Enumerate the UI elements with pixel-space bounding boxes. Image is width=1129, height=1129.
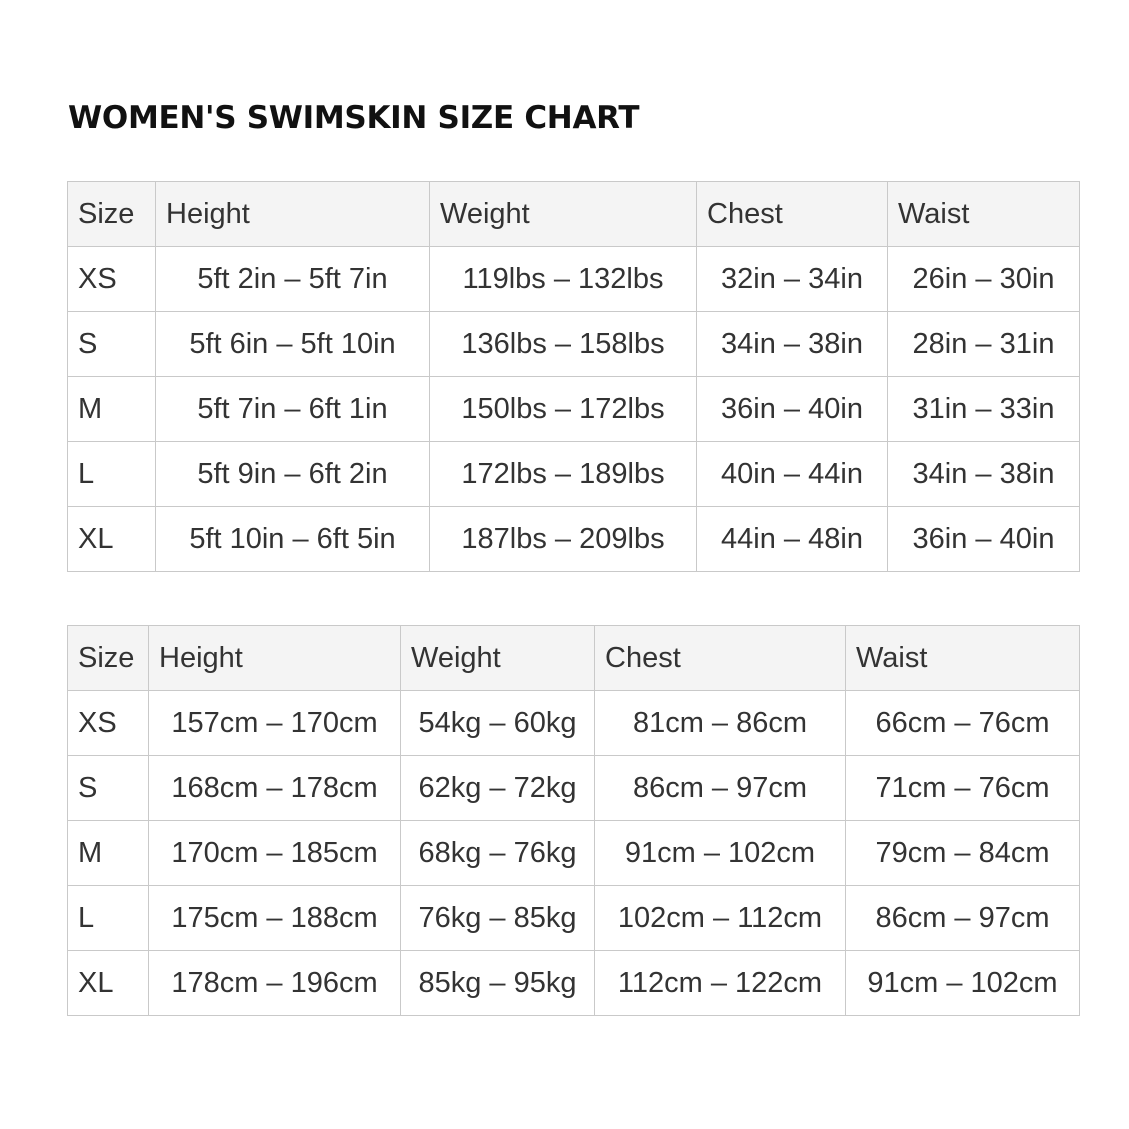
weight-cell: 76kg – 85kg bbox=[401, 886, 595, 951]
chest-cell: 91cm – 102cm bbox=[595, 821, 846, 886]
height-cell: 5ft 2in – 5ft 7in bbox=[156, 247, 430, 312]
table-row bbox=[68, 247, 1080, 312]
height-cell: 175cm – 188cm bbox=[149, 886, 401, 951]
height-cell: 157cm – 170cm bbox=[149, 691, 401, 756]
height-cell: 5ft 7in – 6ft 1in bbox=[156, 377, 430, 442]
table-row bbox=[68, 442, 1080, 507]
chest-cell: 112cm – 122cm bbox=[595, 951, 846, 1016]
header-chest: Chest bbox=[697, 182, 888, 247]
table-row bbox=[68, 951, 1080, 1016]
waist-cell: 28in – 31in bbox=[888, 312, 1080, 377]
weight-cell: 150lbs – 172lbs bbox=[430, 377, 697, 442]
table-header-row bbox=[68, 182, 1080, 247]
size-cell: M bbox=[68, 377, 156, 442]
waist-cell: 36in – 40in bbox=[888, 507, 1080, 572]
size-cell: M bbox=[68, 821, 149, 886]
table-row bbox=[68, 507, 1080, 572]
weight-cell: 119lbs – 132lbs bbox=[430, 247, 697, 312]
chest-cell: 44in – 48in bbox=[697, 507, 888, 572]
header-weight: Weight bbox=[401, 626, 595, 691]
waist-cell: 31in – 33in bbox=[888, 377, 1080, 442]
weight-cell: 187lbs – 209lbs bbox=[430, 507, 697, 572]
weight-cell: 85kg – 95kg bbox=[401, 951, 595, 1016]
height-cell: 5ft 10in – 6ft 5in bbox=[156, 507, 430, 572]
table-row bbox=[68, 821, 1080, 886]
table-row bbox=[68, 312, 1080, 377]
table-row bbox=[68, 691, 1080, 756]
header-size: Size bbox=[68, 182, 156, 247]
height-cell: 5ft 9in – 6ft 2in bbox=[156, 442, 430, 507]
size-cell: L bbox=[68, 442, 156, 507]
size-cell: XL bbox=[68, 951, 149, 1016]
waist-cell: 79cm – 84cm bbox=[846, 821, 1080, 886]
chest-cell: 102cm – 112cm bbox=[595, 886, 846, 951]
chest-cell: 40in – 44in bbox=[697, 442, 888, 507]
chest-cell: 36in – 40in bbox=[697, 377, 888, 442]
table-row bbox=[68, 756, 1080, 821]
size-cell: L bbox=[68, 886, 149, 951]
chest-cell: 32in – 34in bbox=[697, 247, 888, 312]
waist-cell: 34in – 38in bbox=[888, 442, 1080, 507]
size-cell: XL bbox=[68, 507, 156, 572]
size-cell: S bbox=[68, 312, 156, 377]
weight-cell: 62kg – 72kg bbox=[401, 756, 595, 821]
header-size: Size bbox=[68, 626, 149, 691]
height-cell: 168cm – 178cm bbox=[149, 756, 401, 821]
chest-cell: 34in – 38in bbox=[697, 312, 888, 377]
size-cell: XS bbox=[68, 247, 156, 312]
height-cell: 178cm – 196cm bbox=[149, 951, 401, 1016]
chest-cell: 81cm – 86cm bbox=[595, 691, 846, 756]
header-weight: Weight bbox=[430, 182, 697, 247]
imperial-size-table bbox=[67, 181, 1080, 572]
height-cell: 5ft 6in – 5ft 10in bbox=[156, 312, 430, 377]
page-title: WOMEN'S SWIMSKIN SIZE CHART bbox=[68, 100, 640, 136]
table-row bbox=[68, 886, 1080, 951]
weight-cell: 54kg – 60kg bbox=[401, 691, 595, 756]
table-header-row bbox=[68, 626, 1080, 691]
table-row bbox=[68, 377, 1080, 442]
header-height: Height bbox=[149, 626, 401, 691]
height-cell: 170cm – 185cm bbox=[149, 821, 401, 886]
weight-cell: 68kg – 76kg bbox=[401, 821, 595, 886]
weight-cell: 136lbs – 158lbs bbox=[430, 312, 697, 377]
waist-cell: 71cm – 76cm bbox=[846, 756, 1080, 821]
waist-cell: 66cm – 76cm bbox=[846, 691, 1080, 756]
waist-cell: 86cm – 97cm bbox=[846, 886, 1080, 951]
size-cell: XS bbox=[68, 691, 149, 756]
metric-size-table bbox=[67, 625, 1080, 1016]
waist-cell: 26in – 30in bbox=[888, 247, 1080, 312]
chest-cell: 86cm – 97cm bbox=[595, 756, 846, 821]
size-cell: S bbox=[68, 756, 149, 821]
waist-cell: 91cm – 102cm bbox=[846, 951, 1080, 1016]
header-chest: Chest bbox=[595, 626, 846, 691]
header-waist: Waist bbox=[846, 626, 1080, 691]
weight-cell: 172lbs – 189lbs bbox=[430, 442, 697, 507]
header-waist: Waist bbox=[888, 182, 1080, 247]
header-height: Height bbox=[156, 182, 430, 247]
